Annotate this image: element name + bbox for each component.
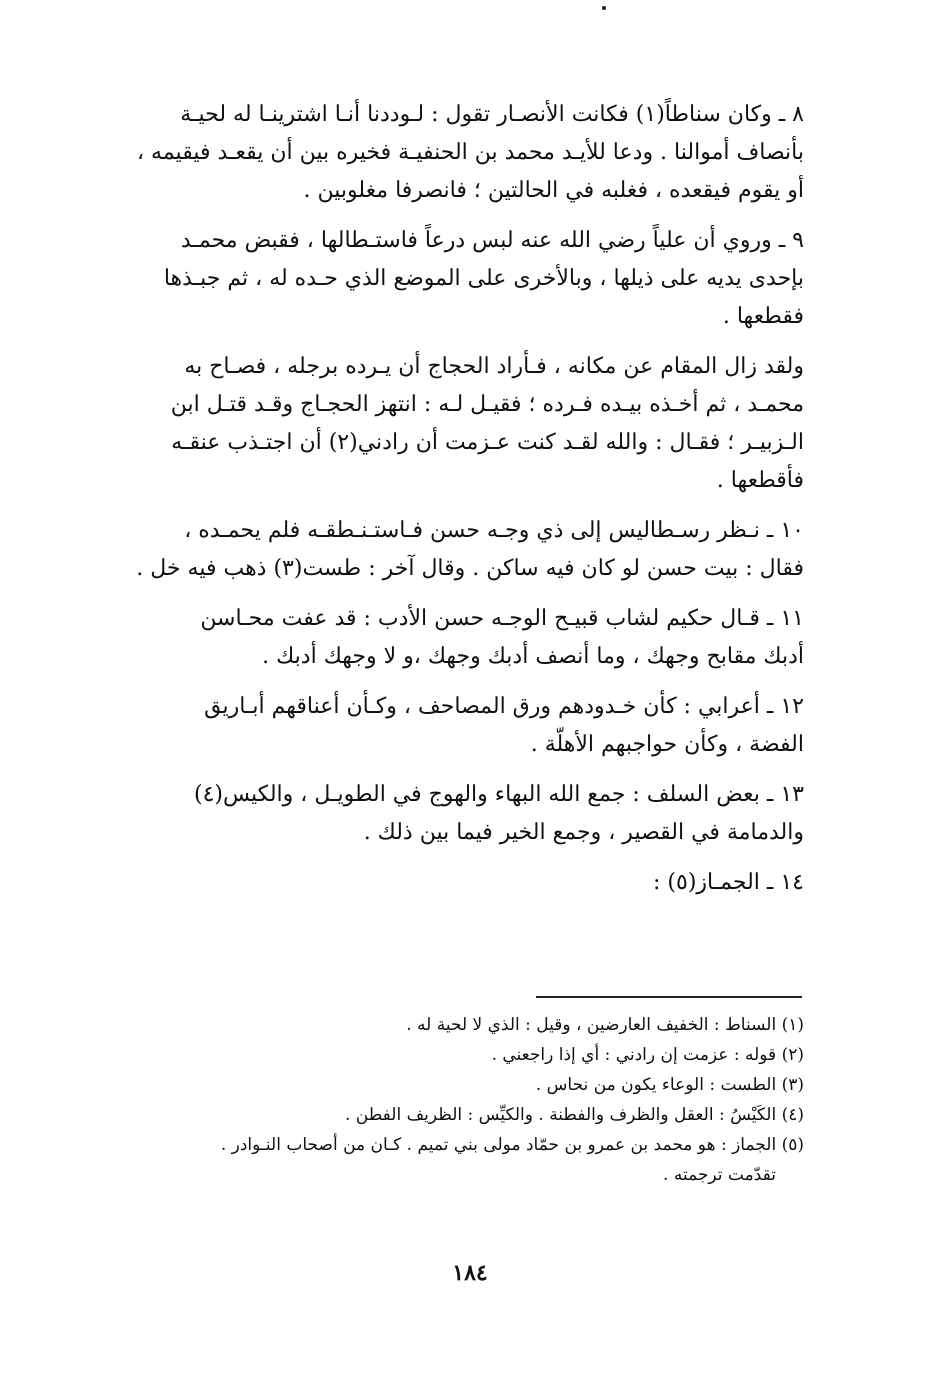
text-line: فأقطعها . [716, 468, 804, 493]
text-line: ١٠ ـ نـظر رسـطاليس إلى ذي وجـه حسن فـاستـنـطقـه فلم يحمـده ، [184, 518, 804, 543]
text-line: ٩ ـ وروي أن علياً رضي الله عنه لبس درعاً فاستـطالها ، فقبض محمـد [180, 228, 804, 253]
text-line: أو يقوم فيقعده ، فغلبه في الحالتين ؛ فانصرفا مغلوبين . [303, 178, 804, 203]
paragraph-13 [92, 776, 804, 852]
footnote-separator [536, 996, 802, 998]
text-line: ولقد زال المقام عن مكانه ، فـأراد الحجاج أن يـرده برجله ، فصـاح به [184, 354, 804, 379]
text-line: فقال : بيت حسن لو كان فيه ساكن . وقال آخر : طست(٣) ذهب فيه خل . [136, 556, 804, 581]
footnote-4: (٤) الكَيْسُ : العقل والظرف والفطنة . والكيِّس : الظريف الفطن . [344, 1105, 804, 1125]
page-mark [602, 6, 606, 10]
paragraph-9 [92, 222, 804, 336]
paragraph-8 [92, 96, 804, 210]
text-line: فقطعها . [722, 304, 804, 329]
text-line: الـزبيـر ؛ فقـال : والله لقـد كنت عـزمت أن رادني(٢) أن اجتـذب عنقـه [171, 430, 804, 455]
page-number: ١٨٤ [452, 1260, 488, 1286]
text-line: أدبك مقابح وجهك ، وما أنصف أدبك وجهك ،و لا وجهك أدبك . [262, 644, 804, 669]
text-line: ١٣ ـ بعض السلف : جمع الله البهاء والهوج في الطويـل ، والكيس(٤) [193, 782, 804, 807]
paragraph-10 [92, 512, 804, 588]
text-line: محمـد ، ثم أخـذه بيـده فـرده ؛ فقيـل لـه : انتهز الحجـاج وقـد قتـل ابن [170, 392, 804, 417]
text-line: ١٢ ـ أعرابي : كأن خـدودهم ورق المصاحف ، وكـأن أعناقهم أبـاريق [204, 694, 804, 719]
paragraph-11 [92, 600, 804, 676]
paragraph-maqam [92, 348, 804, 500]
text-line: ١١ ـ قـال حكيم لشاب قبيـح الوجـه حسن الأدب : قد عفت محـاسن [200, 606, 804, 631]
footnotes [100, 1010, 804, 1190]
footnote-3: (٣) الطست : الوعاء يكون من نحاس . [535, 1075, 804, 1095]
footnote-2: (٢) قوله : عزمت إن رادني : أي إذا راجعني . [491, 1045, 804, 1065]
footnote-5-continued: تقدّمت ترجمته . [663, 1165, 776, 1185]
text-line: ١٤ ـ الجمـاز(٥) : [653, 870, 804, 895]
paragraph-14 [92, 864, 804, 902]
text-line: والدمامة في القصير ، وجمع الخير فيما بين ذلك . [363, 820, 804, 845]
paragraph-12 [92, 688, 804, 764]
main-text [92, 96, 804, 914]
footnote-5: (٥) الجماز : هو محمد بن عمرو بن حمّاد مولى بني تميم . كـان من أصحاب النـوادر . [220, 1135, 804, 1155]
text-line: ٨ ـ وكان سناطاً(١) فكانت الأنصـار تقول : لـوددنا أنـا اشترينـا له لحيـة [180, 102, 804, 127]
text-line: بأنصاف أموالنا . ودعا للأيـد محمد بن الحنفيـة فخيره بين أن يقعـد فيقيمه ، [136, 140, 804, 165]
text-line: الفضة ، وكأن حواجبهم الأهلّة . [530, 732, 804, 757]
footnote-1: (١) السناط : الخفيف العارضين ، وقيل : الذي لا لحية له . [406, 1015, 804, 1035]
text-line: بإحدى يديه على ذيلها ، وبالأخرى على الموضع الذي حـده له ، ثم جبـذها [163, 266, 804, 291]
